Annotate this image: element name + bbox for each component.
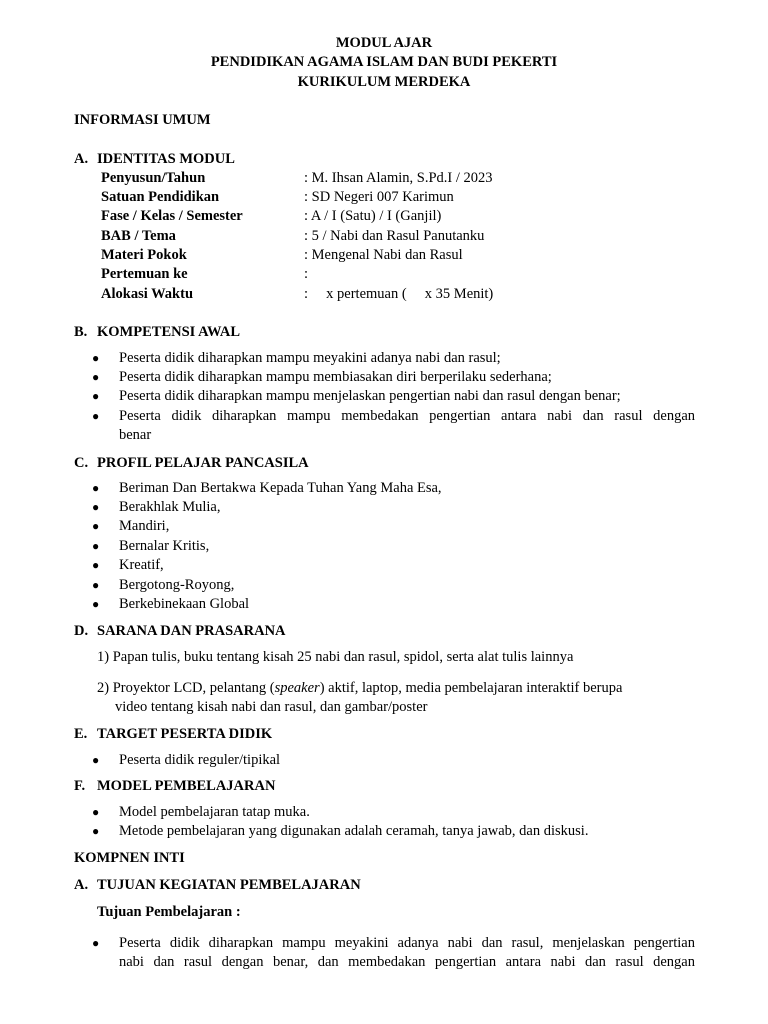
doc-subtitle: PENDIDIKAN AGAMA ISLAM DAN BUDI PEKERTI bbox=[210, 54, 558, 70]
identitas-value: : Mengenal Nabi dan Rasul bbox=[304, 247, 463, 263]
list-item: Peserta didik diharapkan mampu meyakini adanya nabi dan rasul, menjelaskan pengertian bbox=[119, 935, 695, 951]
tujuan-label: Tujuan Pembelajaran : bbox=[97, 904, 241, 920]
identitas-label: Penyusun/Tahun bbox=[101, 170, 206, 186]
list-item-continuation: benar bbox=[119, 427, 152, 443]
list-item: Peserta didik diharapkan mampu membedakan pengertian antara nabi dan rasul dengan bbox=[119, 408, 695, 424]
bullet-icon: ● bbox=[92, 481, 100, 495]
bullet-icon: ● bbox=[92, 824, 100, 838]
section-f-heading: F. MODEL PEMBELAJARAN bbox=[74, 778, 276, 794]
bullet-icon: ● bbox=[92, 578, 100, 592]
bullet-icon: ● bbox=[92, 351, 100, 365]
doc-title: MODUL AJAR bbox=[335, 35, 433, 51]
identitas-value: : M. Ihsan Alamin, S.Pd.I / 2023 bbox=[304, 170, 493, 186]
info-umum-heading: INFORMASI UMUM bbox=[74, 112, 211, 128]
list-item: Mandiri, bbox=[119, 518, 170, 534]
section-e-heading: E. TARGET PESERTA DIDIK bbox=[74, 726, 273, 742]
numbered-item: 2) Proyektor LCD, pelantang (speaker) aktif, laptop, media pembelajaran interaktif berupa bbox=[97, 680, 623, 696]
list-item: Bergotong-Royong, bbox=[119, 577, 235, 593]
identitas-value: : x pertemuan ( x 35 Menit) bbox=[304, 286, 494, 302]
identitas-label: BAB / Tema bbox=[101, 228, 176, 244]
identitas-value: : SD Negeri 007 Karimun bbox=[304, 189, 454, 205]
list-item: Peserta didik diharapkan mampu meyakini adanya nabi dan rasul; bbox=[119, 350, 501, 366]
bullet-icon: ● bbox=[92, 519, 100, 533]
list-item-continuation: nabi dan rasul dengan benar, dan membedakan pengertian antara nabi dan rasul dengan bbox=[119, 954, 695, 970]
identitas-label: Fase / Kelas / Semester bbox=[101, 208, 243, 224]
section-d-heading: D. SARANA DAN PRASARANA bbox=[74, 623, 286, 639]
identitas-value: : 5 / Nabi dan Rasul Panutanku bbox=[304, 228, 485, 244]
list-item: Beriman Dan Bertakwa Kepada Tuhan Yang Maha Esa, bbox=[119, 480, 442, 496]
identitas-value: : bbox=[304, 266, 309, 282]
identitas-label: Satuan Pendidikan bbox=[101, 189, 220, 205]
doc-curriculum: KURIKULUM MERDEKA bbox=[297, 74, 471, 90]
section-c-heading: C. PROFIL PELAJAR PANCASILA bbox=[74, 455, 309, 471]
bullet-icon: ● bbox=[92, 558, 100, 572]
list-item: Bernalar Kritis, bbox=[119, 538, 210, 554]
bullet-icon: ● bbox=[92, 370, 100, 384]
list-item: Berakhlak Mulia, bbox=[119, 499, 221, 515]
list-item: Peserta didik diharapkan mampu membiasakan diri berperilaku sederhana; bbox=[119, 369, 552, 385]
list-item: Berkebinekaan Global bbox=[119, 596, 250, 612]
identitas-label: Materi Pokok bbox=[101, 247, 187, 263]
list-item: Metode pembelajaran yang digunakan adalah ceramah, tanya jawab, dan diskusi. bbox=[119, 823, 589, 839]
bullet-icon: ● bbox=[92, 500, 100, 514]
section-a-heading: A. IDENTITAS MODUL bbox=[74, 151, 235, 167]
bullet-icon: ● bbox=[92, 753, 100, 767]
list-item: Peserta didik diharapkan mampu menjelaskan pengertian nabi dan rasul dengan benar; bbox=[119, 388, 621, 404]
section-a2-heading: A. TUJUAN KEGIATAN PEMBELAJARAN bbox=[74, 877, 361, 893]
numbered-item-continuation: video tentang kisah nabi dan rasul, dan gambar/poster bbox=[115, 699, 428, 715]
bullet-icon: ● bbox=[92, 389, 100, 403]
list-item: Kreatif, bbox=[119, 557, 164, 573]
bullet-icon: ● bbox=[92, 936, 100, 950]
numbered-item: 1) Papan tulis, buku tentang kisah 25 nabi dan rasul, spidol, serta alat tulis lainnya bbox=[97, 649, 574, 665]
komponen-inti-heading: KOMPNEN INTI bbox=[74, 850, 185, 866]
bullet-icon: ● bbox=[92, 539, 100, 553]
bullet-icon: ● bbox=[92, 597, 100, 611]
identitas-label: Alokasi Waktu bbox=[101, 286, 194, 302]
bullet-icon: ● bbox=[92, 805, 100, 819]
identitas-label: Pertemuan ke bbox=[101, 266, 188, 282]
bullet-icon: ● bbox=[92, 409, 100, 423]
list-item: Model pembelajaran tatap muka. bbox=[119, 804, 310, 820]
identitas-value: : A / I (Satu) / I (Ganjil) bbox=[304, 208, 442, 224]
emphasis-text: speaker bbox=[274, 680, 320, 696]
section-b-heading: B. KOMPETENSI AWAL bbox=[74, 324, 241, 340]
list-item: Peserta didik reguler/tipikal bbox=[119, 752, 281, 768]
